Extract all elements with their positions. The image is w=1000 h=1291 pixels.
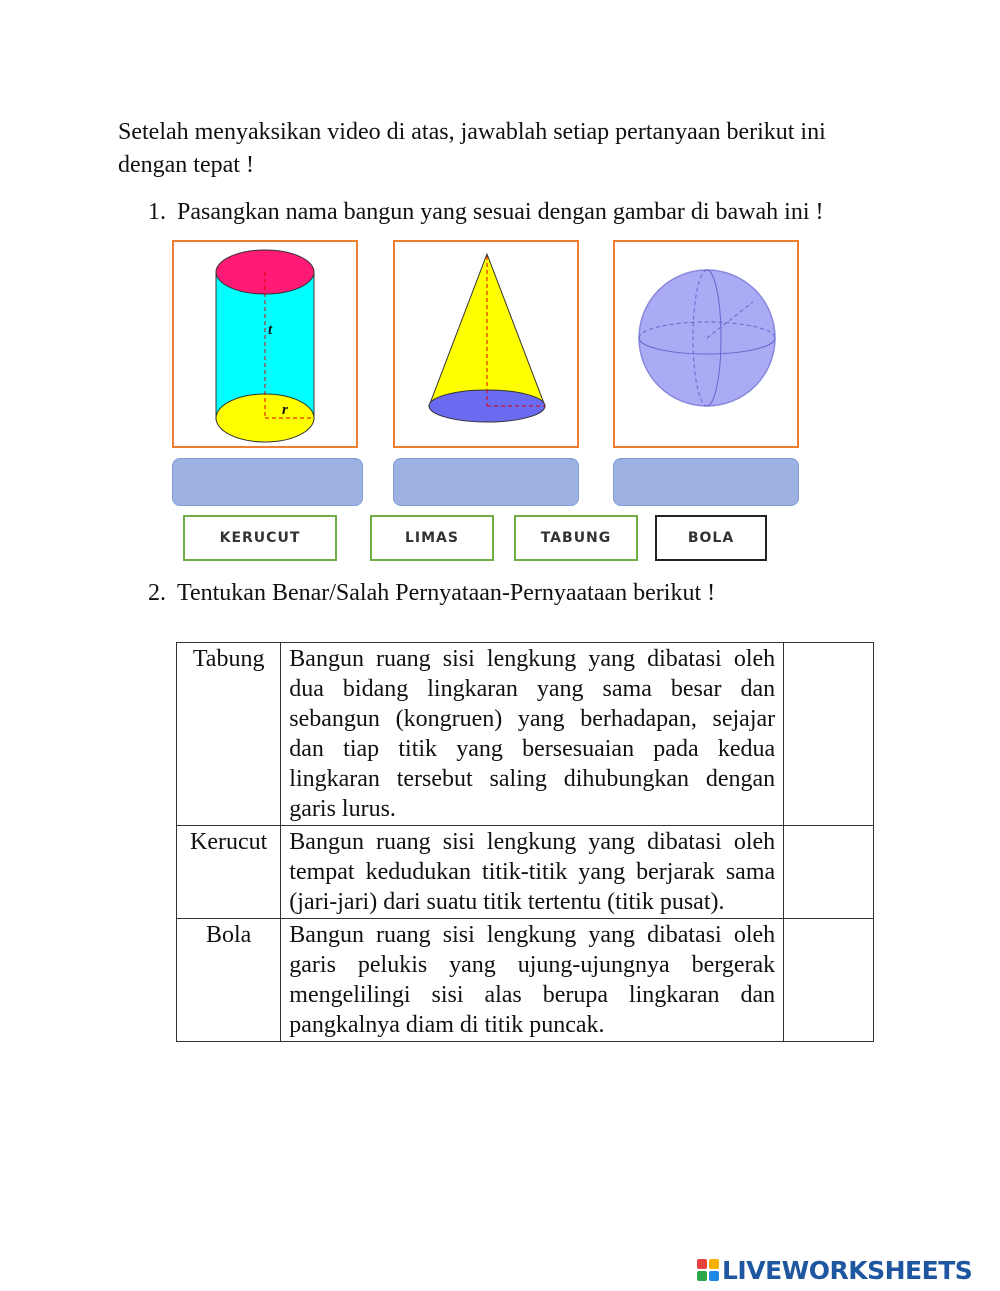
option-tabung[interactable]: TABUNG	[514, 515, 638, 561]
statement-cell: Bangun ruang sisi lengkung yang dibatasi oleh tempat kedudukan titik-titik yang berjarak sama (jari-jari) dari suatu titik tertentu (titik pusat).	[281, 826, 784, 919]
shape-name-cell: Kerucut	[177, 826, 281, 919]
logo-icon	[697, 1259, 719, 1281]
sphere-image-card	[613, 240, 799, 448]
table-row	[177, 826, 874, 919]
answer-slot-1[interactable]	[172, 458, 363, 506]
cylinder-image-card	[172, 240, 358, 448]
logo-text: LIVEWORKSHEETS	[722, 1255, 973, 1285]
liveworksheets-logo	[697, 1254, 972, 1286]
question-2-number: 2.	[148, 580, 166, 606]
question-2-text: Tentukan Benar/Salah Pernyataan-Pernyaataan berikut !	[177, 580, 716, 606]
answer-slot-2[interactable]	[393, 458, 579, 506]
answer-cell-3[interactable]	[784, 919, 874, 1042]
cylinder-height-label: t	[268, 322, 273, 338]
question-1-text: Pasangkan nama bangun yang sesuai dengan gambar di bawah ini !	[177, 199, 824, 225]
option-kerucut[interactable]: KERUCUT	[183, 515, 337, 561]
answer-cell-2[interactable]	[784, 826, 874, 919]
cone-figure	[395, 242, 577, 446]
cone-image-card	[393, 240, 579, 448]
question-1-number: 1.	[148, 199, 166, 225]
statement-cell: Bangun ruang sisi lengkung yang dibatasi oleh garis pelukis yang ujung-ujungnya bergerak mengelilingi sisi alas berupa lingkaran dan pangkalnya diam di titik puncak.	[281, 919, 784, 1042]
option-limas[interactable]: LIMAS	[370, 515, 494, 561]
shape-name-cell: Tabung	[177, 643, 281, 826]
cylinder-figure	[174, 242, 356, 446]
true-false-table	[176, 642, 874, 1042]
shape-name-cell: Bola	[177, 919, 281, 1042]
table-row	[177, 919, 874, 1042]
sphere-figure	[615, 242, 797, 446]
intro-text: Setelah menyaksikan video di atas, jawablah setiap pertanyaan berikut ini dengan tepat !	[118, 119, 826, 178]
table-row	[177, 643, 874, 826]
statement-cell: Bangun ruang sisi lengkung yang dibatasi oleh dua bidang lingkaran yang sama besar dan sebangun (kongruen) yang berhadapan, sejajar dan tiap titik yang bersesuaian pada kedua lingkaran tersebut saling dihubungkan dengan garis lurus.	[281, 643, 784, 826]
answer-cell-1[interactable]	[784, 643, 874, 826]
cylinder-radius-label: r	[282, 402, 288, 418]
option-bola[interactable]: BOLA	[655, 515, 767, 561]
answer-slot-3[interactable]	[613, 458, 799, 506]
